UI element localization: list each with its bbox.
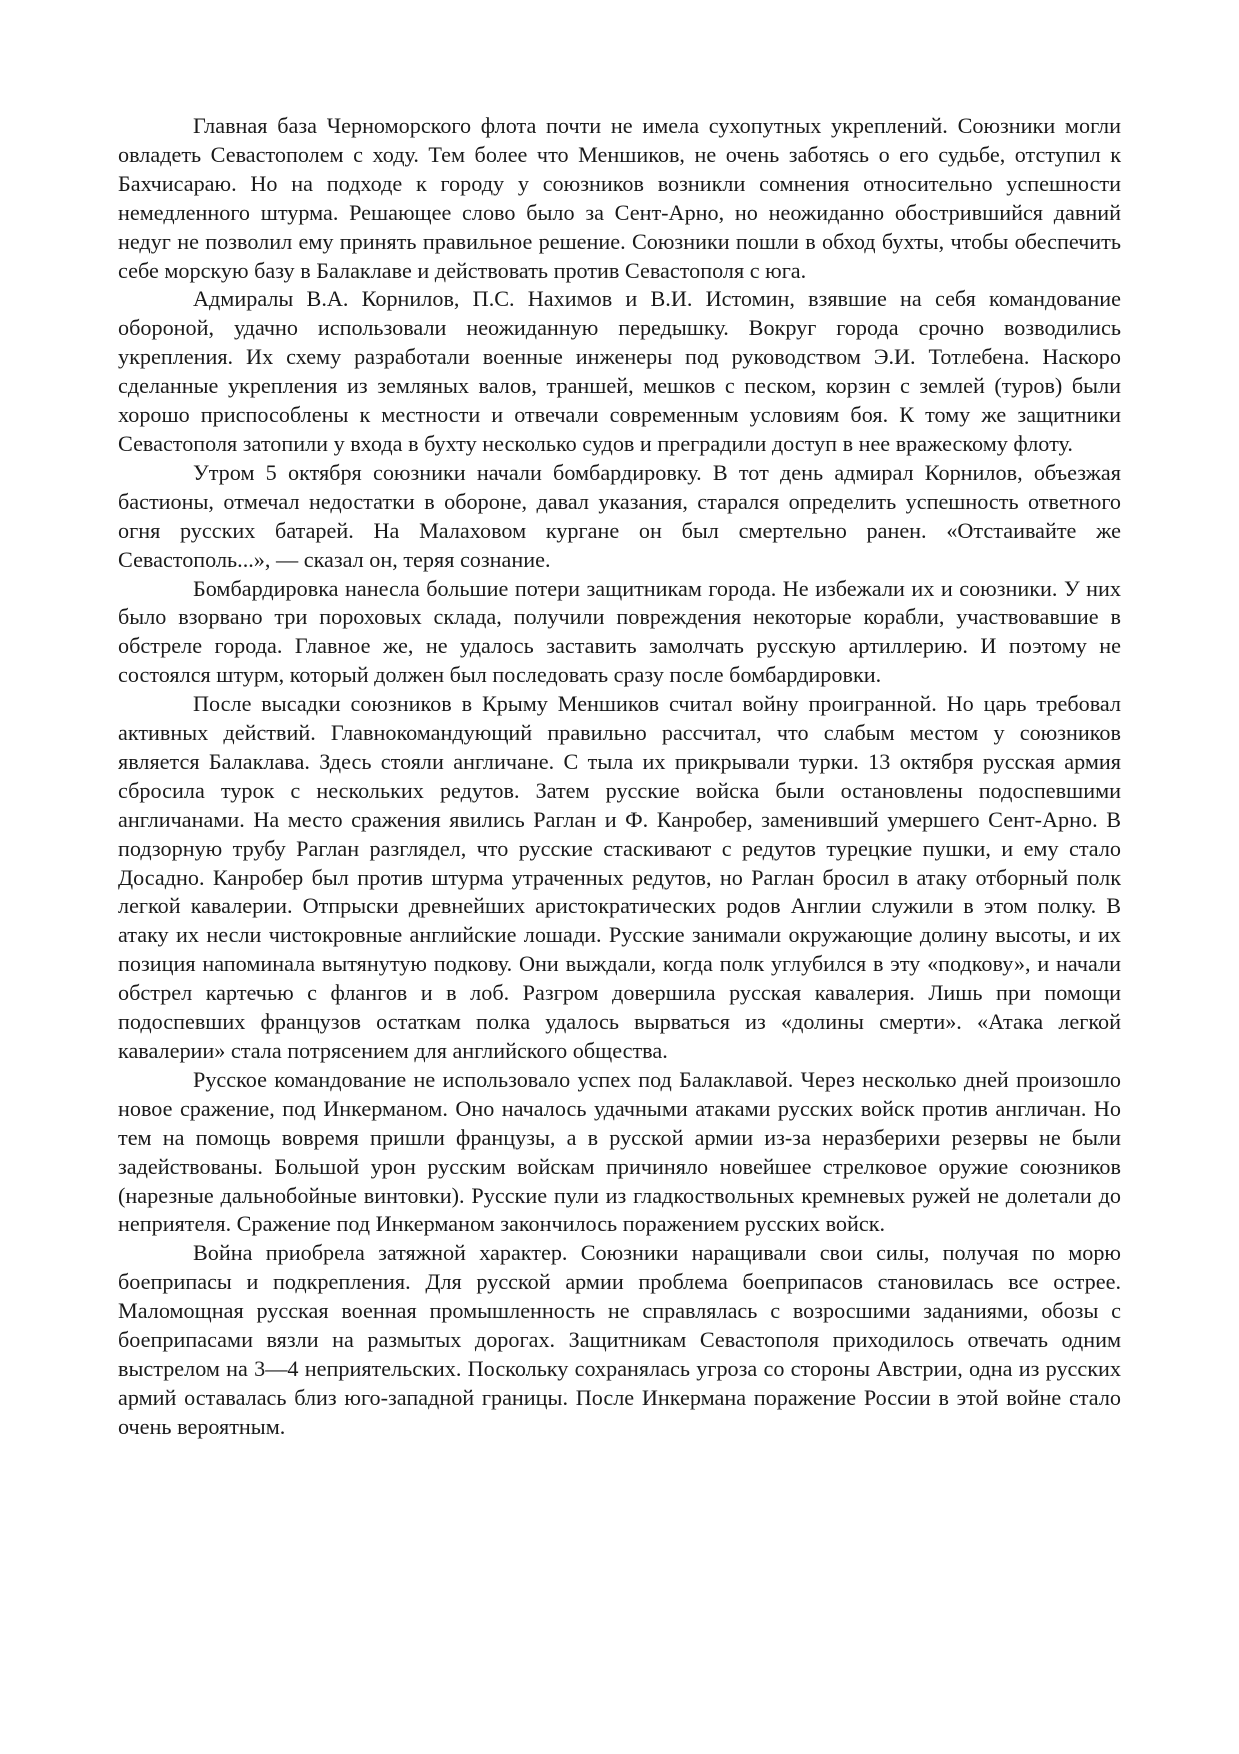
paragraph-5: После высадки союзников в Крыму Меншиков считал войну проигранной. Но царь требовал активных действий. Главнокомандующий правильно рассчитал, что слабым местом у союзников является Балаклава. Здесь стояли англичане. С тыла их прикрывали турки. 13 октября русская армия сбросила турок с нескольких редутов. Затем русские войска были остановлены подоспевшими англичанами. На место сражения явились Раглан и Ф. Канробер, заменивший умершего Сент-Арно. В подзорную трубу Раглан разглядел, что русские стаскивают с редутов турецкие пушки, и ему стало Досадно. Канробер был против штурма утраченных редутов, но Раглан бросил в атаку отборный полк легкой кавалерии. Отпрыски древнейших аристократических родов Англии служили в этом полку. В атаку их несли чистокровные английские лошади. Русские занимали окружающие долину высоты, и их позиция напоминала вытянутую подкову. Они выждали, когда полк углубился в эту «подкову», и начали обстрел картечью с флангов и в лоб. Разгром довершила русская кавалерия. Лишь при помощи подоспевших французов остаткам полка удалось вырваться из «долины смерти». «Атака легкой кавалерии» стала потрясением для английского общества. <box>118 691 1121 1063</box>
paragraph-3: Утром 5 октября союзники начали бомбардировку. В тот день адмирал Корнилов, объезжая бастионы, отмечал недостатки в обороне, давал указания, старался определить успешность ответного огня русских батарей. На Малаховом кургане он был смертельно ранен. «Отстаивайте же Севастополь...», — сказал он, теряя сознание. <box>118 459 1121 572</box>
paragraph-4: Бомбардировка нанесла большие потери защитникам города. Не избежали их и союзники. У них было взорвано три пороховых склада, получили повреждения некоторые корабли, участвовавшие в обстреле города. Главное же, не удалось заставить замолчать русскую артиллерию. И поэтому не состоялся штурм, который должен был последовать сразу после бомбардировки. <box>118 575 1121 688</box>
paragraph-1: Главная база Черноморского флота почти не имела сухопутных укреплений. Союзники могли овладеть Севастополем с ходу. Тем более что Меншиков, не очень заботясь о его судьбе, отступил к Бахчисараю. Но на подходе к городу у союзников возникли сомнения относительно успешности немедленного штурма. Решающее слово было за Сент-Арно, но неожиданно обострившийся давний недуг не позволил ему принять правильное решение. Союзники пошли в обход бухты, чтобы обеспечить себе морскую базу в Балаклаве и действовать против Севастополя с юга. <box>118 113 1121 283</box>
document-page <box>118 112 1121 1442</box>
paragraph-2: Адмиралы В.А. Корнилов, П.С. Нахимов и В.И. Истомин, взявшие на себя командование обороной, удачно использовали неожиданную передышку. Вокруг города срочно возводились укрепления. Их схему разработали военные инженеры под руководством Э.И. Тотлебена. Наскоро сделанные укрепления из земляных валов, траншей, мешков с песком, корзин с землей (туров) были хорошо приспособлены к местности и отвечали современным условиям боя. К тому же защитники Севастополя затопили у входа в бухту несколько судов и преградили доступ в нее вражескому флоту. <box>118 286 1121 456</box>
paragraph-7: Война приобрела затяжной характер. Союзники наращивали свои силы, получая по морю боеприпасы и подкрепления. Для русской армии проблема боеприпасов становилась все острее. Маломощная русская военная промышленность не справлялась с возросшими заданиями, обозы с боеприпасами вязли на размытых дорогах. Защитникам Севастополя приходилось отвечать одним выстрелом на 3—4 неприятельских. Поскольку сохранялась угроза со стороны Австрии, одна из русских армий оставалась близ юго-западной границы. После Инкермана поражение России в этой войне стало очень вероятным. <box>118 1240 1121 1439</box>
paragraph-6: Русское командование не использовало успех под Балаклавой. Через несколько дней произошло новое сражение, под Инкерманом. Оно началось удачными атаками русских войск против англичан. Но тем на помощь вовремя пришли французы, а в русской армии из-за неразберихи резервы не были задействованы. Большой урон русским войскам причиняло новейшее стрелковое оружие союзников (нарезные дальнобойные винтовки). Русские пули из гладкоствольных кремневых ружей не долетали до неприятеля. Сражение под Инкерманом закончилось поражением русских войск. <box>118 1066 1121 1237</box>
